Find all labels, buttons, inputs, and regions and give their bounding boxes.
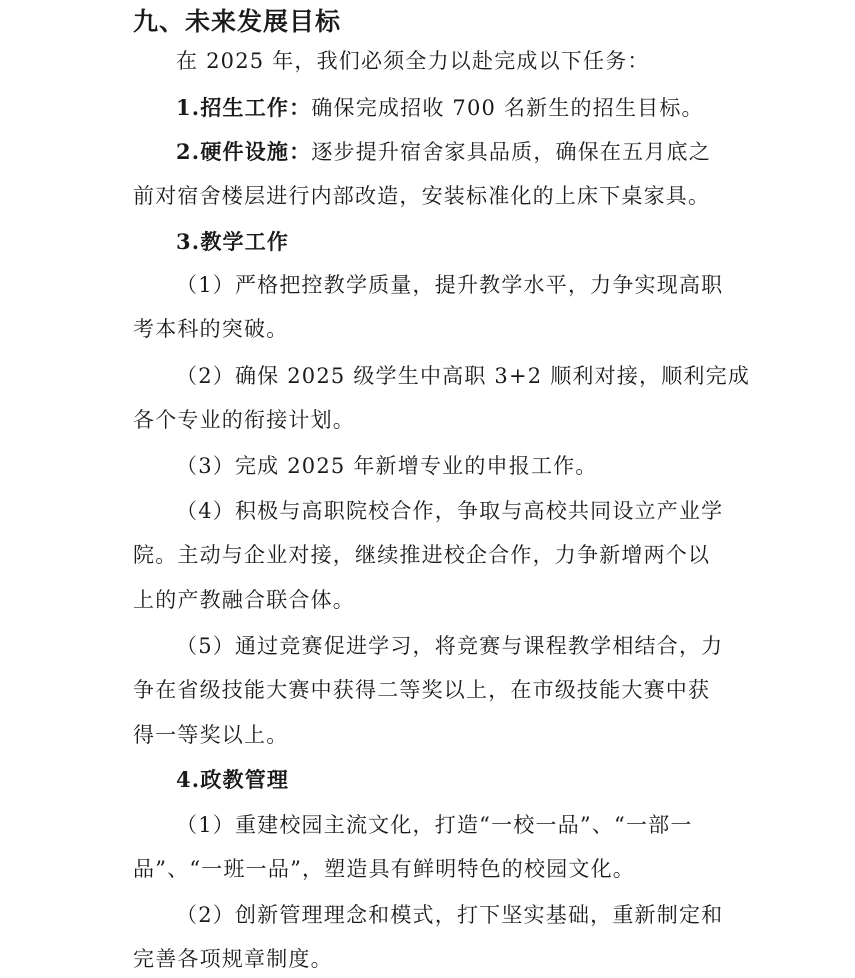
teaching-point-4-line-1: （4）积极与高职院校合作，争取与高校共同设立产业学: [176, 499, 724, 523]
teaching-point-5-line-2: 争在省级技能大赛中获得二等奖以上，在市级技能大赛中获: [133, 678, 711, 702]
management-point-2-line-2: 完善各项规章制度。: [133, 947, 333, 971]
item-enrollment-label: 1.招生工作：: [176, 95, 312, 120]
item-facilities-text-2: 前对宿舍楼层进行内部改造，安装标准化的上床下桌家具。: [133, 184, 711, 208]
teaching-point-2-line-1: （2）确保 2025 级学生中高职 3+2 顺利对接，顺利完成: [176, 364, 751, 388]
item-enrollment-text: 确保完成招收 700 名新生的招生目标。: [311, 96, 704, 120]
teaching-point-1-line-2: 考本科的突破。: [133, 317, 289, 341]
teaching-point-1-line-1: （1）严格把控教学质量，提升教学水平，力争实现高职: [176, 273, 724, 297]
intro-paragraph: 在 2025 年，我们必须全力以赴完成以下任务：: [176, 49, 650, 73]
item-facilities: [176, 135, 776, 169]
item-management-label: 4.政教管理: [176, 767, 290, 792]
item-teaching-label: 3.教学工作: [176, 229, 290, 254]
teaching-point-4-line-2: 院。主动与企业对接，继续推进校企合作，力争新增两个以: [133, 543, 711, 567]
item-enrollment: [176, 91, 776, 125]
management-point-2-line-1: （2）创新管理理念和模式，打下坚实基础，重新制定和: [176, 903, 724, 927]
item-facilities-label: 2.硬件设施：: [176, 139, 312, 164]
item-facilities-text-1: 逐步提升宿舍家具品质，确保在五月底之: [311, 140, 711, 164]
teaching-point-5-line-1: （5）通过竞赛促进学习，将竞赛与课程教学相结合，力: [176, 634, 724, 658]
teaching-point-5-line-3: 得一等奖以上。: [133, 723, 289, 747]
teaching-point-2-line-2: 各个专业的衔接计划。: [133, 408, 355, 432]
management-point-1-line-2: 品”、“一班一品”，塑造具有鲜明特色的校园文化。: [133, 857, 636, 881]
management-point-1-line-1: （1）重建校园主流文化，打造“一校一品”、“一部一: [176, 813, 693, 837]
teaching-point-3-line-1: （3）完成 2025 年新增专业的申报工作。: [176, 454, 598, 478]
teaching-point-4-line-3: 上的产教融合联合体。: [133, 588, 355, 612]
section-heading: 九、未来发展目标: [133, 7, 342, 36]
